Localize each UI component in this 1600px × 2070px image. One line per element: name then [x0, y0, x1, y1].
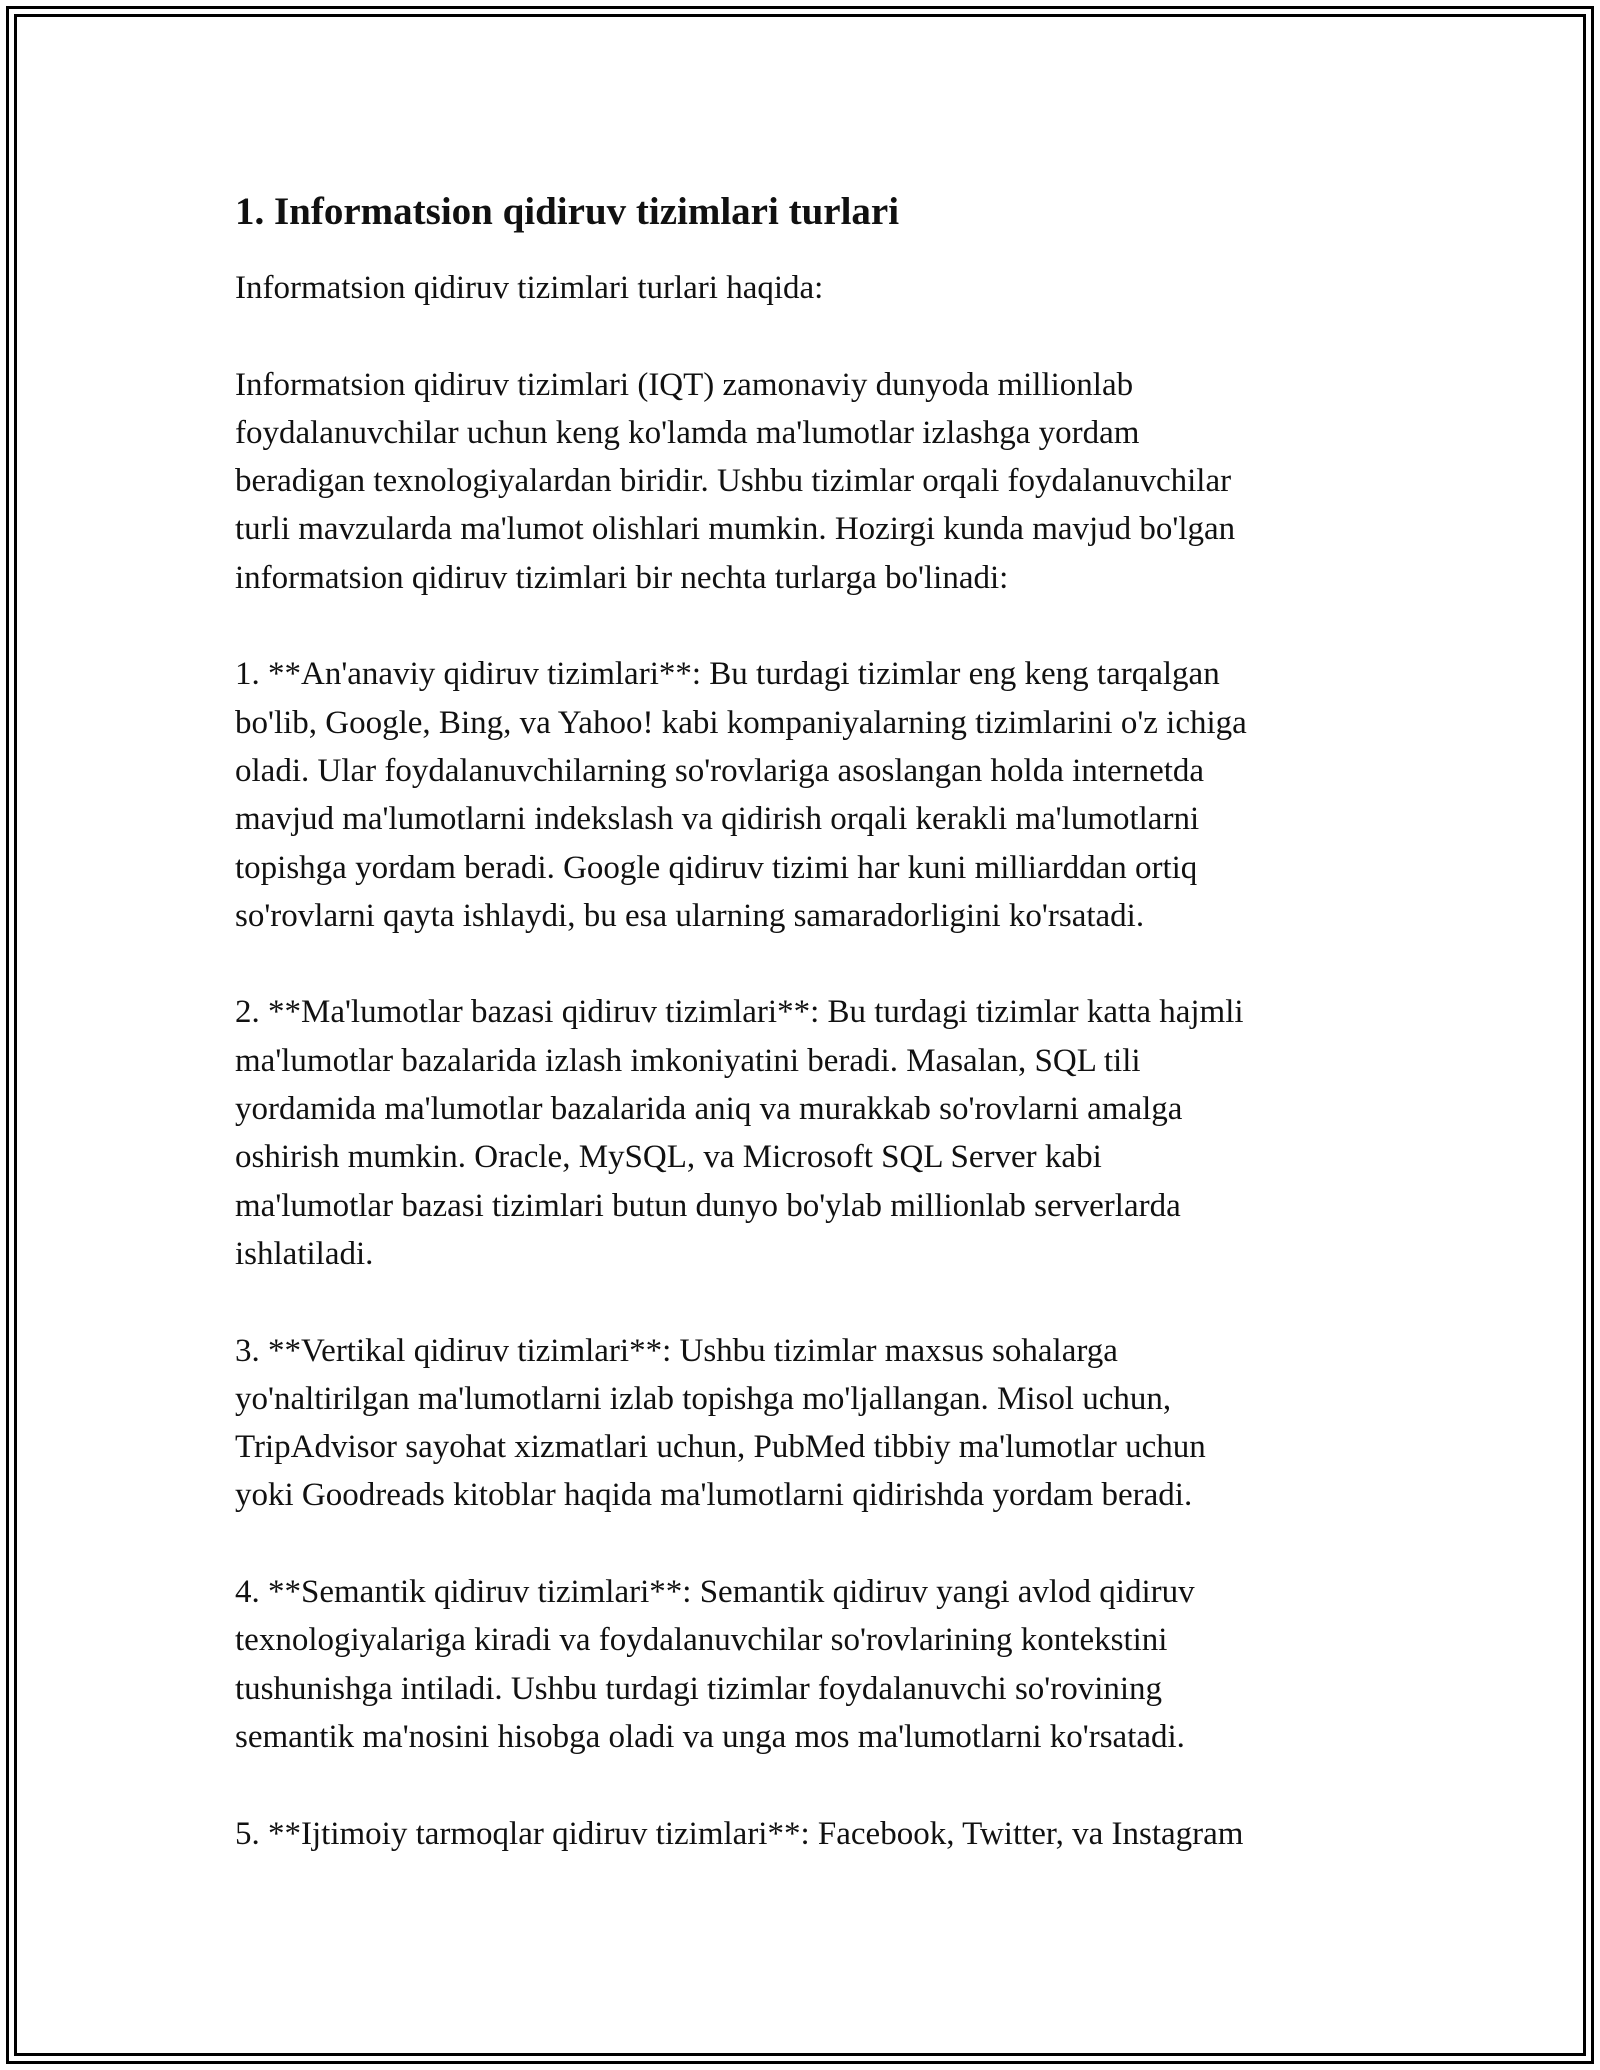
text-line: ma'lumotlar bazasi tizimlari butun dunyo bo'ylab millionlab serverlarda: [235, 1187, 1181, 1224]
text-line: 3. **Vertikal qidiruv tizimlari**: Ushbu tizimlar maxsus sohalarga: [235, 1332, 1118, 1369]
document-text: [235, 264, 1370, 1858]
text-line: 2. **Ma'lumotlar bazasi qidiruv tizimlari**: Bu turdagi tizimlar katta hajmli: [235, 994, 1244, 1031]
text-line: TripAdvisor sayohat xizmatlari uchun, PubMed tibbiy ma'lumotlar uchun: [235, 1429, 1206, 1466]
text-line: informatsion qidiruv tizimlari bir nechta turlarga bo'linadi:: [235, 559, 1009, 596]
text-line: turli mavzularda ma'lumot olishlari mumkin. Hozirgi kunda mavjud bo'lgan: [235, 511, 1236, 548]
paragraph-gap: [235, 1761, 1370, 1809]
text-line: ma'lumotlar bazalarida izlash imkoniyatini beradi. Masalan, SQL tili: [235, 1042, 1141, 1079]
text-line: semantik ma'nosini hisobga oladi va unga mos ma'lumotlarni ko'rsatadi.: [235, 1718, 1185, 1755]
text-line: yoki Goodreads kitoblar haqida ma'lumotlarni qidirishda yordam beradi.: [235, 1477, 1193, 1514]
text-line: 5. **Ijtimoiy tarmoqlar qidiruv tizimlari**: Facebook, Twitter, va Instagram: [235, 1815, 1244, 1852]
paragraph-gap: [235, 312, 1370, 360]
text-line: ishlatiladi.: [235, 1235, 374, 1272]
text-line: 4. **Semantik qidiruv tizimlari**: Semantik qidiruv yangi avlod qidiruv: [235, 1574, 1195, 1611]
text-line: 1. **An'anaviy qidiruv tizimlari**: Bu turdagi tizimlar eng keng tarqalgan: [235, 656, 1220, 693]
paragraph-gap: [235, 1278, 1370, 1326]
text-line: topishga yordam beradi. Google qidiruv tizimi har kuni milliarddan ortiq: [235, 849, 1198, 886]
text-line: tushunishga intiladi. Ushbu turdagi tizimlar foydalanuvchi so'rovining: [235, 1670, 1163, 1707]
text-line: beradigan texnologiyalardan biridir. Ushbu tizimlar orqali foydalanuvchilar: [235, 463, 1232, 500]
text-line: bo'lib, Google, Bing, va Yahoo! kabi kompaniyalarning tizimlarini o'z ichiga: [235, 704, 1247, 741]
document-body: [235, 188, 1370, 1858]
text-line: yordamida ma'lumotlar bazalarida aniq va murakkab so'rovlarni amalga: [235, 1091, 1183, 1128]
paragraph-gap: [235, 940, 1370, 988]
text-line: oladi. Ular foydalanuvchilarning so'rovlariga asoslangan holda internetda: [235, 752, 1205, 789]
text-line: Informatsion qidiruv tizimlari (IQT) zamonaviy dunyoda millionlab: [235, 366, 1134, 403]
text-line: so'rovlarni qayta ishlaydi, bu esa ularning samaradorligini ko'rsatadi.: [235, 897, 1145, 934]
text-line: yo'naltirilgan ma'lumotlarni izlab topishga mo'ljallangan. Misol uchun,: [235, 1380, 1172, 1417]
paragraph-gap: [235, 1520, 1370, 1568]
text-line: texnologiyalariga kiradi va foydalanuvchilar so'rovlarining kontekstini: [235, 1622, 1168, 1659]
text-line: mavjud ma'lumotlarni indekslash va qidirish orqali kerakli ma'lumotlarni: [235, 801, 1200, 838]
text-line: Informatsion qidiruv tizimlari turlari haqida:: [235, 270, 824, 306]
section-heading: 1. Informatsion qidiruv tizimlari turlari: [235, 190, 900, 233]
text-line: oshirish mumkin. Oracle, MySQL, va Microsoft SQL Server kabi: [235, 1139, 1102, 1176]
text-line: foydalanuvchilar uchun keng ko'lamda ma'lumotlar izlashga yordam: [235, 414, 1140, 451]
paragraph-gap: [235, 602, 1370, 650]
